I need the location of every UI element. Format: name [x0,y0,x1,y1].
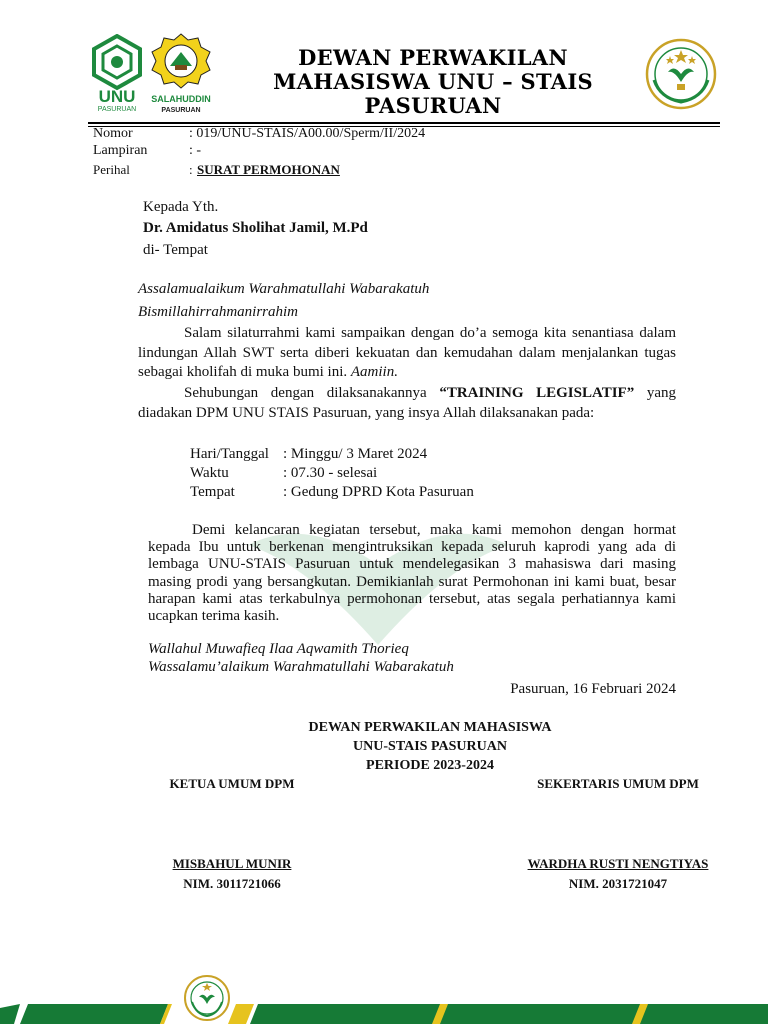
footer-dpm-logo [182,974,232,1022]
right-signer-title: SEKERTARIS UMUM DPM [537,776,699,791]
schedule-value: : Minggu/ 3 Maret 2024 [283,446,428,462]
perihal-label: Perihal [93,162,130,177]
lampiran-label: Lampiran [93,143,148,158]
signature-org-block [230,718,630,775]
unu-logo [88,34,146,112]
closing-line-2: Wassalamu’alaikum Warahmatullahi Wabarakatuh [148,659,454,675]
perihal-colon: : [189,162,193,177]
signature-org-line2: UNU-STAIS PASURUAN [353,739,507,754]
schedule-row [190,464,474,483]
recipient-place: di- Tempat [143,242,208,258]
closing-line-1: Wallahul Muwafieq Ilaa Aqwamith Thorieq [148,641,409,657]
salahuddin-logo [148,32,214,114]
organization-title [238,46,628,118]
org-title-line3: PASURUAN [364,93,502,118]
paragraph-1-text: Salam silaturrahmi kami sampaikan dengan do’a semoga kita senantiasa dalam lindungan Allah SWT serta diberi kekuatan dan kemudahan dalam menjalankan tugas sebagai kholifah di muka bumi ini. [138,325,676,380]
paragraph-2-event: “TRAINING LEGISLATIF” [439,385,635,401]
recipient-greeting: Kepada Yth. [143,199,219,215]
schedule-row [190,445,474,464]
basmalah: Bismillahirrahmanirrahim [138,304,299,320]
paragraph-1 [138,324,676,383]
paragraph-2-text-b: yang diadakan DPM UNU STAIS Pasuruan, yang insya Allah dilaksanakan pada: [138,385,676,421]
dpm-logo [640,36,722,112]
nomor-value: : 019/UNU-STAIS/A00.00/Sperm/II/2024 [189,126,426,141]
schedule-row [190,483,474,502]
date-place: Pasuruan, 16 Februari 2024 [510,681,676,697]
signature-period: PERIODE 2023-2024 [366,758,494,773]
org-title-line1: DEWAN PERWAKILAN [298,45,568,70]
paragraph-1-aamiin: Aamiin. [350,364,398,380]
header-rule-thick [88,122,720,124]
schedule-label: Waktu [190,465,229,481]
right-signer-name: WARDHA RUSTI NENGTIYAS [527,856,709,871]
left-signer-name: MISBAHUL MUNIR [172,856,292,871]
schedule-value: : Gedung DPRD Kota Pasuruan [283,484,474,500]
schedule-table [190,445,474,502]
perihal-value: SURAT PERMOHONAN [197,162,340,177]
paragraph-2 [138,384,676,423]
paragraph-2-text-a: Sehubungan dengan dilaksanakannya [184,385,440,401]
salahuddin-logo-sub: PASURUAN [161,107,201,114]
nomor-label: Nomor [93,126,133,141]
recipient-name: Dr. Amidatus Sholihat Jamil, M.Pd [143,220,368,236]
schedule-label: Hari/Tanggal [190,446,269,462]
right-signer-nim: NIM. 2031721047 [568,876,668,891]
salahuddin-logo-text: SALAHUDDIN [151,94,211,104]
org-title-line2: MAHASISWA UNU – STAIS [273,69,593,94]
schedule-value: : 07.30 - selesai [283,465,378,481]
paragraph-3-text: Demi kelancaran kegiatan tersebut, maka kami memohon dengan hormat kepada Ibu untuk berkenan mengintruksikan kepada seluruh kaprodi yang ada di lembaga UNU-STAIS Pasuruan untuk mendelegasikan 3 mahasiswa dari masing masing prodi yang bersangkutan. Demikianlah surat Permohonan ini kami buat, besar harapan kami atas terkabulnya permohonan tersebut, atas segala perhatiannya kami ucapkan terima kasih. [148,522,676,625]
paragraph-3 [148,522,676,625]
unu-logo-sub: PASURUAN [97,106,137,112]
lampiran-value: : - [189,143,202,158]
left-signer-title: KETUA UMUM DPM [169,776,295,791]
unu-logo-text: UNU [98,87,136,106]
salam-opening: Assalamualaikum Warahmatullahi Wabarakatuh [138,281,430,297]
left-signer-nim: NIM. 3011721066 [183,876,281,891]
schedule-label: Tempat [190,484,235,500]
signature-org-line1: DEWAN PERWAKILAN MAHASISWA [308,720,552,735]
footer-band [0,980,768,1024]
